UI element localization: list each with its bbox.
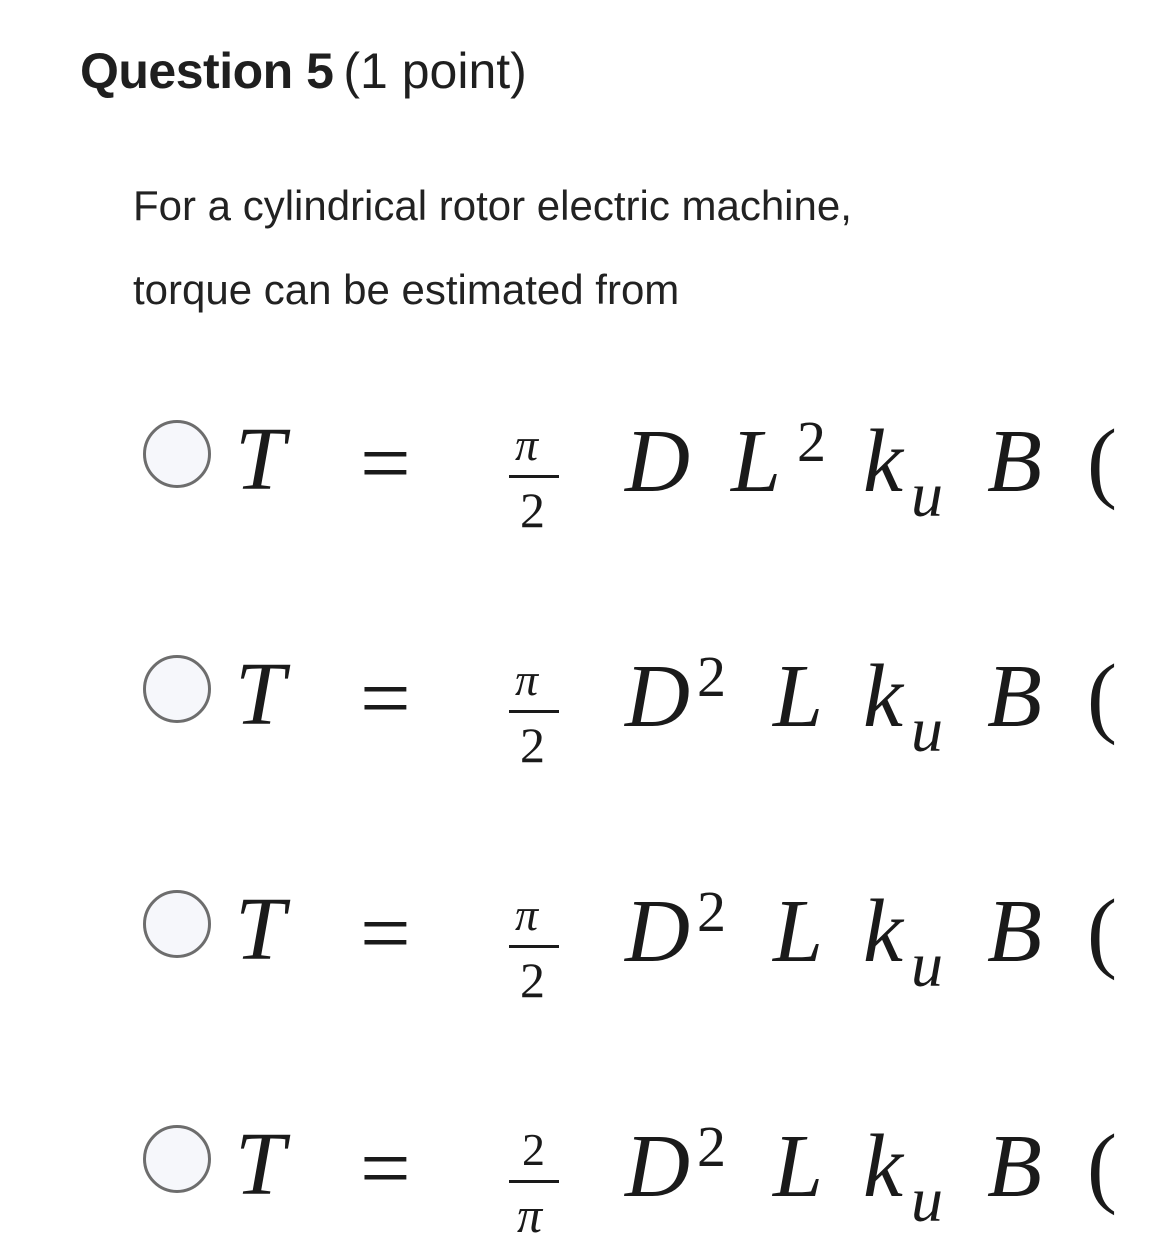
question-points: (1 point): [343, 43, 527, 99]
answer-option-1[interactable]: [140, 400, 1150, 550]
question-header: [80, 38, 527, 104]
exponent: 2: [697, 644, 726, 709]
formula-equals: =: [360, 884, 411, 983]
radio-button[interactable]: [143, 655, 211, 723]
open-paren: (: [1087, 647, 1117, 746]
fraction-bar: [509, 1180, 559, 1183]
exponent: 2: [797, 409, 826, 474]
fraction-denominator: 2: [520, 482, 545, 538]
fraction-numerator: π: [515, 889, 539, 940]
radio-button[interactable]: [143, 890, 211, 958]
open-paren: (: [1087, 882, 1117, 981]
subscript-u: u: [911, 459, 943, 530]
answer-option-4[interactable]: [140, 1105, 1150, 1255]
subscript-u: u: [911, 694, 943, 765]
variable-l: L: [773, 882, 824, 981]
fraction-denominator: 2: [520, 952, 545, 1008]
variable-l: L: [773, 1117, 824, 1216]
subscript-u: u: [911, 929, 943, 1000]
variable-l: L: [731, 412, 782, 511]
fraction-bar: [509, 945, 559, 948]
fraction-bar: [509, 710, 559, 713]
question-title: Question 5: [80, 43, 334, 99]
variable-d: D: [625, 1117, 690, 1216]
open-paren: (: [1087, 412, 1117, 511]
formula-equals: =: [360, 649, 411, 748]
variable-l: L: [773, 647, 824, 746]
variable-k: k: [863, 882, 903, 981]
fraction-numerator: π: [515, 419, 539, 470]
fraction-numerator: 2: [522, 1124, 545, 1175]
variable-b: B: [987, 647, 1042, 746]
answer-option-3[interactable]: [140, 870, 1150, 1020]
variable-b: B: [987, 412, 1042, 511]
fraction-denominator: π: [517, 1187, 543, 1243]
variable-d: D: [625, 647, 690, 746]
open-paren: (: [1087, 1117, 1117, 1216]
formula-equals: =: [360, 414, 411, 513]
exponent: 2: [697, 879, 726, 944]
question-text-line-2: torque can be estimated from: [133, 266, 680, 313]
fraction-numerator: π: [515, 654, 539, 705]
variable-d: D: [625, 412, 690, 511]
variable-d: D: [625, 882, 690, 981]
subscript-u: u: [911, 1164, 943, 1235]
formula-lhs: T: [235, 645, 286, 744]
radio-button[interactable]: [143, 1125, 211, 1193]
fraction-bar: [509, 475, 559, 478]
variable-b: B: [987, 882, 1042, 981]
formula-equals: =: [360, 1119, 411, 1218]
exponent: 2: [697, 1114, 726, 1179]
variable-k: k: [863, 412, 903, 511]
variable-k: k: [863, 647, 903, 746]
formula-lhs: T: [235, 880, 286, 979]
formula-lhs: T: [235, 1115, 286, 1214]
variable-k: k: [863, 1117, 903, 1216]
variable-b: B: [987, 1117, 1042, 1216]
answer-option-2[interactable]: [140, 635, 1150, 785]
question-text-line-1: For a cylindrical rotor electric machine,: [133, 182, 852, 229]
radio-button[interactable]: [143, 420, 211, 488]
fraction-denominator: 2: [520, 717, 545, 773]
formula-lhs: T: [235, 410, 286, 509]
